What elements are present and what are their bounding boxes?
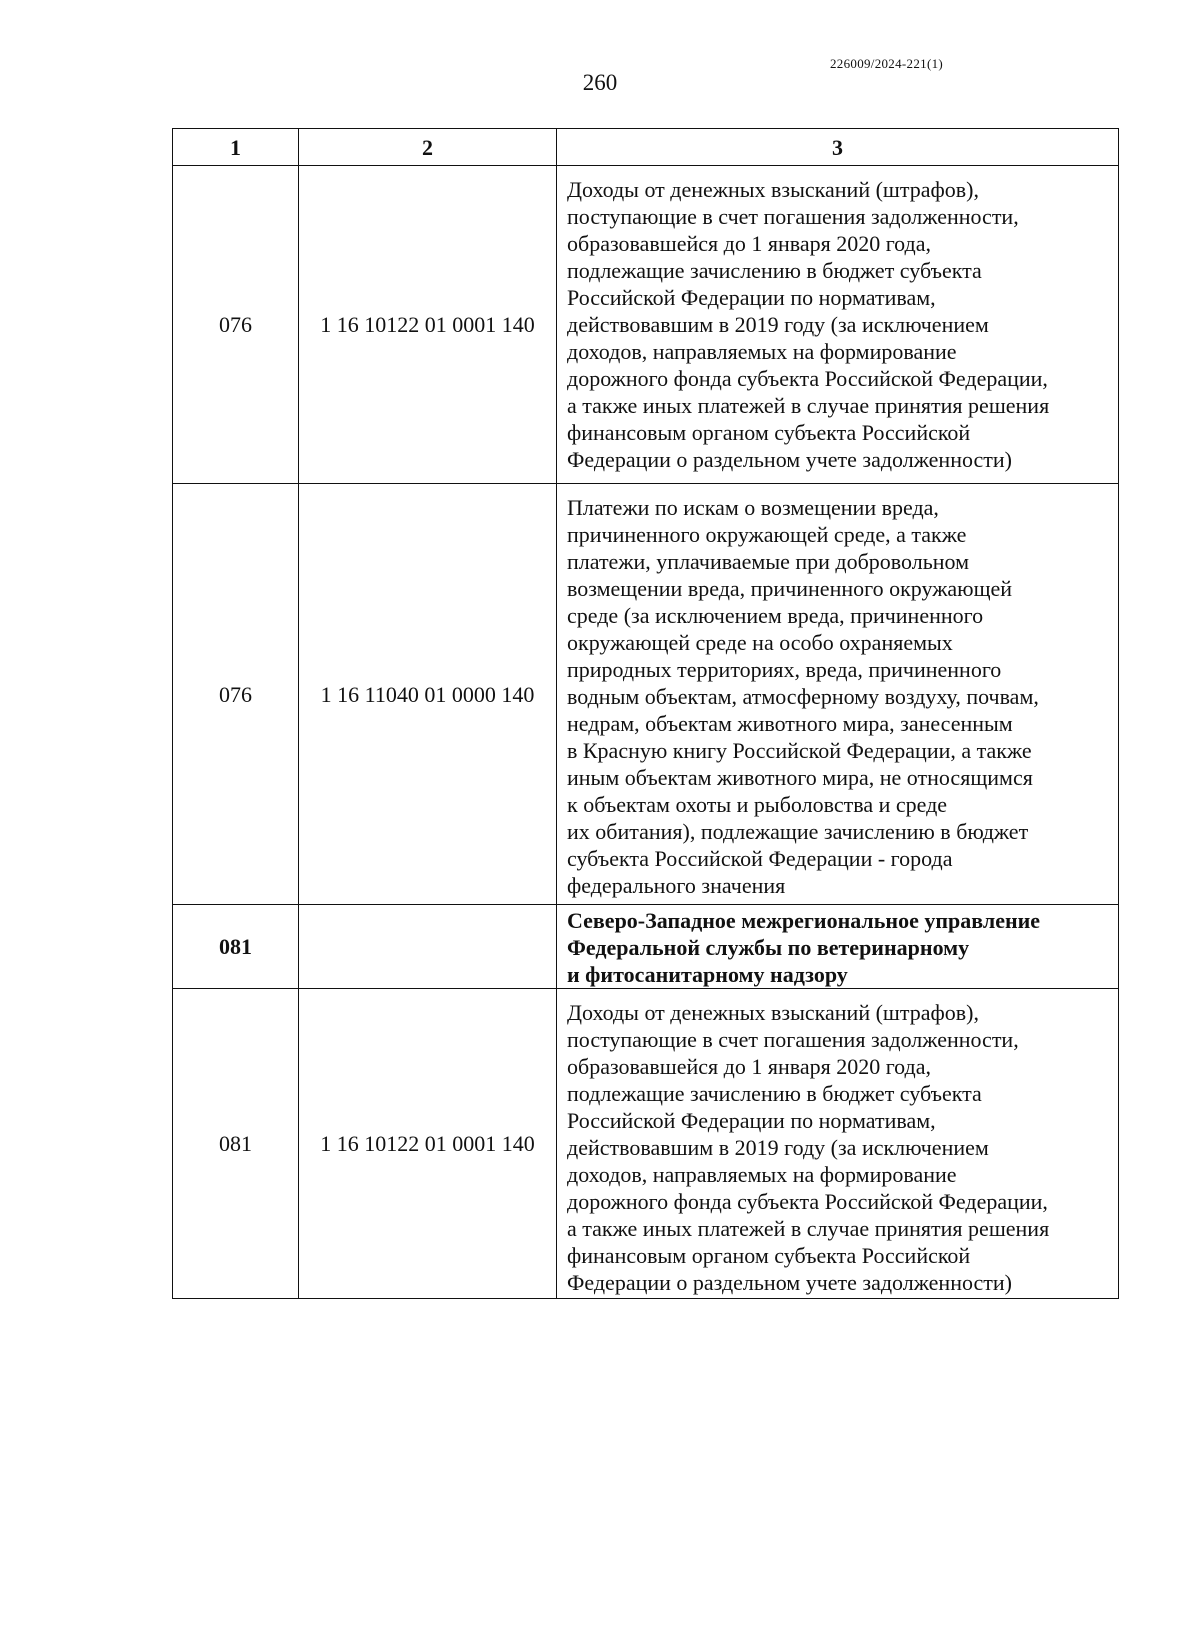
table-row-section-header xyxy=(173,905,1119,989)
description-line: водным объектам, атмосферному воздуху, почвам, xyxy=(567,684,1039,709)
description-line: а также иных платежей в случае принятия решения xyxy=(567,393,1050,418)
description-line: недрам, объектам животного мира, занесенным xyxy=(567,711,1013,736)
description-line: Платежи по искам о возмещении вреда, xyxy=(567,495,939,520)
column-header-1: 1 xyxy=(173,129,299,166)
description-line: подлежащие зачислению в бюджет субъекта xyxy=(567,1081,982,1106)
budget-classification-table xyxy=(172,128,1119,1299)
admin-code-cell: 081 xyxy=(173,989,299,1299)
description-line: доходов, направляемых на формирование xyxy=(567,339,957,364)
description-line: окружающей среде на особо охраняемых xyxy=(567,630,953,655)
description-line: образовавшейся до 1 января 2020 года, xyxy=(567,231,931,256)
description-line: Российской Федерации по нормативам, xyxy=(567,1108,936,1133)
description-line: а также иных платежей в случае принятия решения xyxy=(567,1216,1050,1241)
kbk-code-cell: 1 16 11040 01 0000 140 xyxy=(299,484,557,905)
description-line: Федерации о раздельном учете задолженности) xyxy=(567,447,1012,472)
description-line: действовавшим в 2019 году (за исключением xyxy=(567,1135,989,1160)
description-line: дорожного фонда субъекта Российской Федерации, xyxy=(567,1189,1048,1214)
description-line: подлежащие зачислению в бюджет субъекта xyxy=(567,258,982,283)
description-cell xyxy=(557,484,1119,905)
description-line: их обитания), подлежащие зачислению в бюджет xyxy=(567,819,1029,844)
description-line: природных территориях, вреда, причиненного xyxy=(567,657,1002,682)
kbk-code-cell: 1 16 10122 01 0001 140 xyxy=(299,989,557,1299)
description-line: в Красную книгу Российской Федерации, а также xyxy=(567,738,1032,763)
table-row xyxy=(173,989,1119,1299)
description-line: доходов, направляемых на формирование xyxy=(567,1162,957,1187)
description-cell xyxy=(557,166,1119,484)
admin-code-cell: 081 xyxy=(173,905,299,989)
description-line: образовавшейся до 1 января 2020 года, xyxy=(567,1054,931,1079)
description-line: Российской Федерации по нормативам, xyxy=(567,285,936,310)
description-line: поступающие в счет погашения задолженности, xyxy=(567,204,1019,229)
description-line: действовавшим в 2019 году (за исключением xyxy=(567,312,989,337)
admin-code-cell: 076 xyxy=(173,484,299,905)
description-line: Доходы от денежных взысканий (штрафов), xyxy=(567,1000,979,1025)
description-line: дорожного фонда субъекта Российской Федерации, xyxy=(567,366,1048,391)
table-row xyxy=(173,166,1119,484)
description-line: и фитосанитарному надзору xyxy=(567,962,848,987)
description-cell xyxy=(557,989,1119,1299)
description-line: к объектам охоты и рыболовства и среде xyxy=(567,792,948,817)
admin-code-cell: 076 xyxy=(173,166,299,484)
description-line: платежи, уплачиваемые при добровольном xyxy=(567,549,970,574)
description-line: финансовым органом субъекта Российской xyxy=(567,420,971,445)
description-line: среде (за исключением вреда, причиненного xyxy=(567,603,984,628)
description-line: Федерации о раздельном учете задолженности) xyxy=(567,1270,1012,1295)
column-header-2: 2 xyxy=(299,129,557,166)
description-line: Доходы от денежных взысканий (штрафов), xyxy=(567,177,979,202)
description-cell xyxy=(557,905,1119,989)
description-line: финансовым органом субъекта Российской xyxy=(567,1243,971,1268)
description-line: субъекта Российской Федерации - города xyxy=(567,846,953,871)
description-line: Северо-Западное межрегиональное управление xyxy=(567,908,1041,933)
description-line: Федеральной службы по ветеринарному xyxy=(567,935,970,960)
description-line: иным объектам животного мира, не относящимся xyxy=(567,765,1033,790)
table-row xyxy=(173,484,1119,905)
column-header-3: 3 xyxy=(557,129,1119,166)
document-id: 226009/2024-221(1) xyxy=(830,56,943,71)
description-line: причиненного окружающей среде, а также xyxy=(567,522,967,547)
description-line: федерального значения xyxy=(567,873,786,898)
page-number: 260 xyxy=(582,70,618,95)
kbk-code-cell xyxy=(299,905,557,989)
description-line: возмещении вреда, причиненного окружающей xyxy=(567,576,1013,601)
table-header-row xyxy=(173,129,1119,166)
kbk-code-cell: 1 16 10122 01 0001 140 xyxy=(299,166,557,484)
description-line: поступающие в счет погашения задолженности, xyxy=(567,1027,1019,1052)
